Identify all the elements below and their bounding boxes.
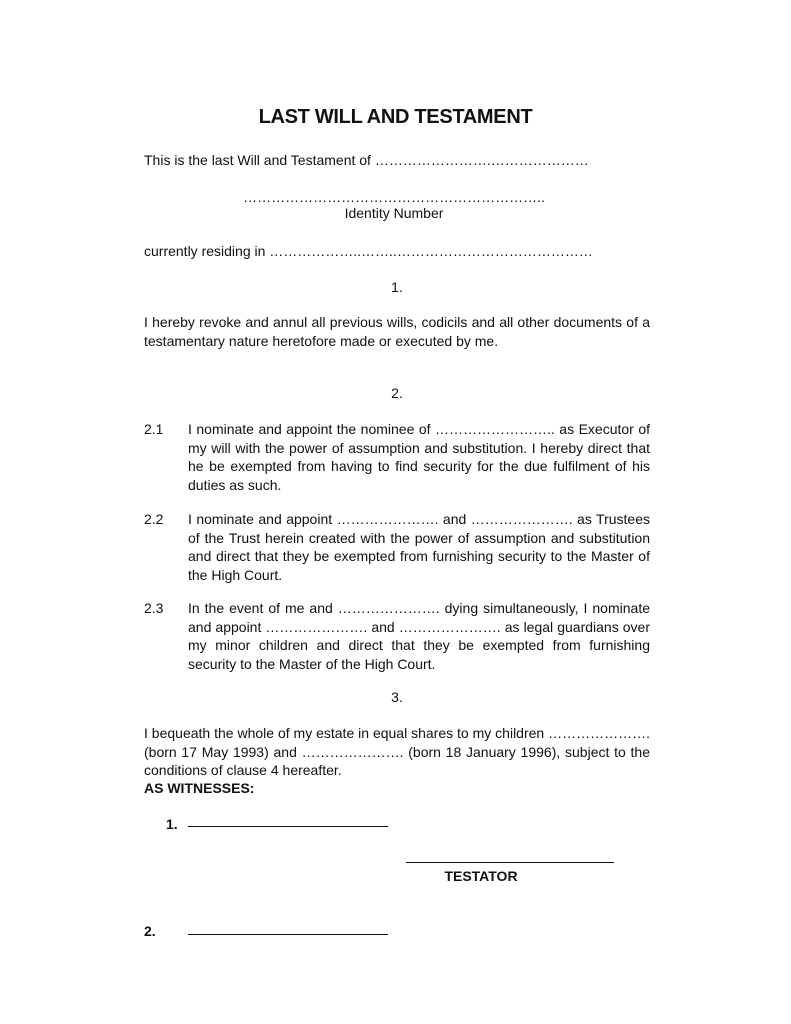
witness-1-number: 1.: [166, 816, 178, 832]
residing-line: currently residing in ………………..……..……………………………………: [144, 243, 593, 259]
section-1-text: I hereby revoke and annul all previous wills, codicils and all other documents of a testamentary nature heretofore made or executed by me.: [144, 314, 650, 349]
clause-2-3-number: 2.3: [144, 600, 164, 616]
document-title: LAST WILL AND TESTAMENT: [258, 106, 533, 128]
witness-2-number: 2.: [144, 923, 156, 939]
clause-2-2-text: I nominate and appoint …………………. and …………………. as Trustees of the Trust herein created with the power of assumption and substitution and direct that they be exempted from furnishing security to the Master of the High Court.: [188, 511, 650, 583]
section-3-number: 3.: [391, 689, 403, 705]
section-2-number: 2.: [391, 385, 403, 401]
clause-2-2-number: 2.2: [144, 511, 164, 527]
testator-signature-line: [406, 862, 614, 863]
testator-label: TESTATOR: [444, 868, 518, 884]
witness-2-signature-line: [188, 934, 388, 935]
identity-number-blank: ………………………………………………………..: [243, 189, 545, 205]
witness-1-signature-line: [188, 826, 388, 827]
intro-line: This is the last Will and Testament of …………………….…………………: [144, 152, 589, 168]
clause-2-1-number: 2.1: [144, 421, 164, 437]
clause-2-3-text: In the event of me and …………………. dying simultaneously, I nominate and appoint …………………. and …………………. as legal guardians over my minor children and direct that they be exempted from furnishing security to the Master of the High Court.: [188, 600, 650, 672]
section-1-number: 1.: [391, 279, 403, 295]
identity-number-label: Identity Number: [344, 205, 444, 221]
witnesses-label: AS WITNESSES:: [144, 780, 255, 796]
section-3-text: I bequeath the whole of my estate in equal shares to my children …………………. (born 17 May 1993) and …………………. (born 18 January 1996), subject to the conditions of clause 4 hereafter.: [144, 725, 650, 778]
clause-2-1-text: I nominate and appoint the nominee of …………………….. as Executor of my will with the power of assumption and substitution. I hereby direct that he be exempted from having to find security for the due fulfilment of his duties as such.: [188, 421, 650, 493]
